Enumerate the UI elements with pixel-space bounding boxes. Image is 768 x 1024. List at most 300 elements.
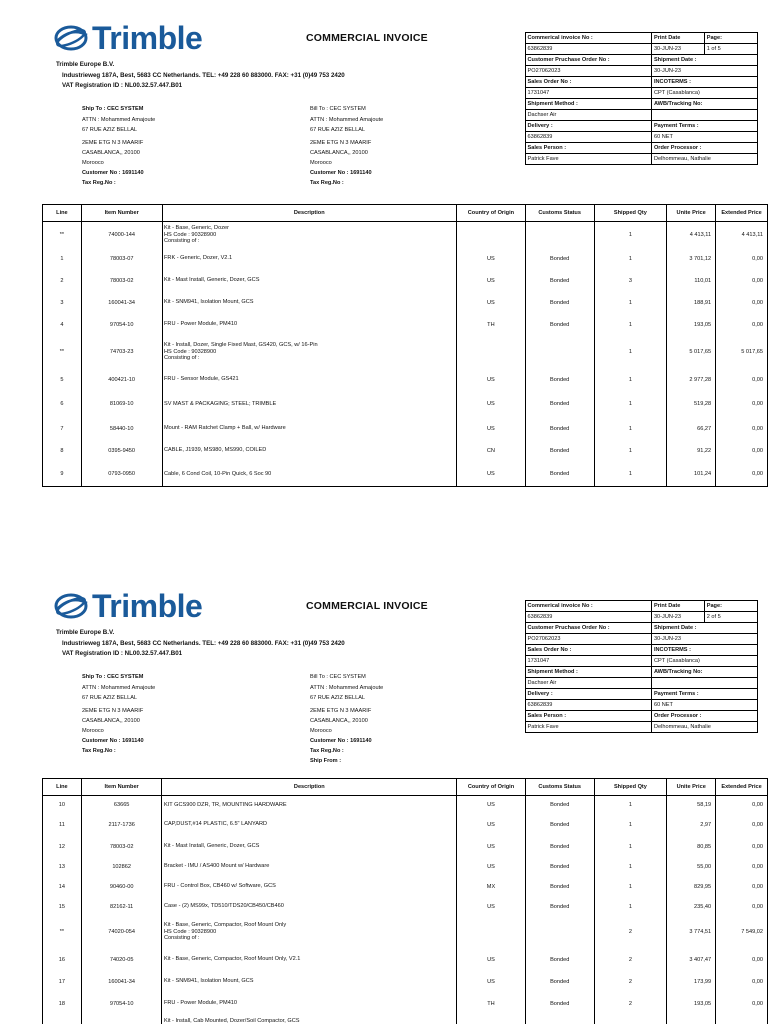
company-address: Industrieweg 187A, Best, 5683 CC Netherlands. TEL: +49 228 60 883000. FAX: +31 (0)49 753 2420 — [62, 71, 345, 79]
bill-to-city: CASABLANCA,, 20100 — [310, 150, 368, 156]
cell-unit-price: 101,24 — [667, 462, 716, 487]
cell-line: 11 — [43, 814, 82, 836]
description-line: Kit - Base, Generic, Compactor, Roof Mount Only — [163, 922, 287, 929]
description-line: Kit - Install, Cab Mounted, Dozer/Soil Compactor, GCS — [163, 1018, 300, 1024]
cell-customs-status — [525, 222, 594, 248]
table-row — [43, 462, 768, 487]
cell-customs-status: Bonded — [525, 971, 594, 993]
table-row — [43, 369, 768, 391]
col-header-line: Line — [43, 779, 82, 796]
invoice-no-value: 63862839 — [526, 612, 652, 623]
cell-customs-status: Bonded — [525, 462, 594, 487]
cell-item-number: 74703-23 — [81, 336, 162, 369]
cell-shipped-qty: 2 — [594, 993, 667, 1015]
bill-to-label: Bill To : CEC SYSTEM — [310, 674, 366, 680]
cell-description — [162, 993, 457, 1015]
sales-order-label: Sales Order No : — [526, 645, 652, 656]
cell-line: ** — [43, 336, 82, 369]
payment-terms-value: 60 NET — [652, 700, 758, 711]
cell-description — [162, 1015, 457, 1024]
bill-to-street2: 2EME ETG N 3 MAARIF — [310, 140, 372, 146]
brand-name: Trimble — [92, 588, 203, 624]
cell-customs-status: Bonded — [525, 814, 594, 836]
description-line: CAP,DUST,#14 PLASTIC, 6.5" LANYARD — [163, 821, 268, 828]
description-line: Kit - Install, Dozer, Single Fixed Mast, GS420, GCS, w/ 16-Pin — [164, 342, 318, 349]
table-row — [43, 292, 768, 314]
cell-extended-price: 0,00 — [716, 898, 768, 916]
shipment-method-value: Dachser Air — [526, 110, 652, 121]
col-header-customs-status: Customs Status — [525, 205, 594, 222]
cell-customs-status: Bonded — [525, 391, 594, 418]
ship-to-attn: ATTN : Mohammed Amajoute — [82, 685, 156, 691]
ship-to-country: Morooco — [82, 160, 104, 166]
cell-unit-price: 519,28 — [667, 391, 716, 418]
cell-country-of-origin: MX — [457, 876, 526, 898]
print-date-label: Print Date — [652, 33, 705, 44]
cell-unit-price: 5 017,65 — [667, 336, 716, 369]
table-row — [43, 314, 768, 336]
ship-to-label: Ship To : CEC SYSTEM — [82, 106, 144, 112]
cell-item-number: 81069-10 — [81, 391, 162, 418]
bill-to-street: 67 RUE AZIZ BELLAL — [310, 127, 366, 133]
company-name: Trimble Europe B.V. — [56, 629, 115, 636]
cell-line: 5 — [43, 369, 82, 391]
company-vat: VAT Registration ID : NL00.32.57.447.B01 — [62, 82, 183, 89]
cell-shipped-qty: 1 — [594, 898, 667, 916]
shipment-date-value: 30-JUN-23 — [652, 66, 758, 77]
cell-unit-price: 4 413,11 — [667, 222, 716, 248]
cell-line: 9 — [43, 462, 82, 487]
page-number: 1 of 5 — [705, 44, 758, 55]
cell-customs-status: Bonded — [525, 270, 594, 292]
cell-country-of-origin: US — [457, 971, 526, 993]
cell-shipped-qty: 1 — [594, 858, 667, 876]
line-items-table — [42, 204, 768, 487]
cell-extended-price: 4 413,11 — [716, 222, 768, 248]
cell-customs-status: Bonded — [525, 314, 594, 336]
shipment-method-label: Shipment Method : — [526, 667, 652, 678]
print-date-label: Print Date — [652, 601, 705, 612]
sales-person-label: Sales Person : — [526, 711, 652, 722]
cell-line: 6 — [43, 391, 82, 418]
cell-unit-price: 193,05 — [667, 314, 716, 336]
ship-to-city: CASABLANCA,, 20100 — [82, 150, 140, 156]
cell-country-of-origin: US — [457, 898, 526, 916]
cell-country-of-origin — [457, 916, 526, 949]
cell-customs-status: Bonded — [525, 369, 594, 391]
cell-line: 18 — [43, 993, 82, 1015]
page-label: Page: — [705, 601, 758, 612]
print-date-value: 30-JUN-23 — [652, 612, 705, 623]
cell-unit-price: 2 977,28 — [667, 369, 716, 391]
description-line: SV MAST & PACKAGING; STEEL; TRIMBLE — [164, 400, 277, 407]
cell-item-number: 63665 — [81, 796, 162, 814]
description-line: HS Code : 90328900 — [164, 231, 217, 238]
cell-country-of-origin: US — [457, 949, 526, 971]
cell-extended-price: 0,00 — [716, 876, 768, 898]
cell-item-number: 58440-10 — [81, 418, 162, 440]
cell-line: 15 — [43, 898, 82, 916]
company-info — [56, 628, 345, 660]
cell-customs-status: Bonded — [525, 418, 594, 440]
cell-customs-status: Bonded — [525, 248, 594, 270]
cell-customs-status: Bonded — [525, 898, 594, 916]
cell-unit-price: 58,19 — [667, 796, 716, 814]
table-row — [43, 836, 768, 858]
description-line: Kit - SNM941, Isolation Mount, GCS — [164, 299, 254, 306]
table-row — [43, 898, 768, 916]
cell-customs-status: Bonded — [525, 993, 594, 1015]
col-header-unit-price: Unite Price — [667, 205, 716, 222]
delivery-value: 63862839 — [526, 132, 652, 143]
cell-unit-price — [667, 1015, 716, 1024]
description-line: FRU - Sensor Module, GS421 — [164, 376, 239, 383]
cell-shipped-qty: 3 — [594, 270, 667, 292]
table-row — [43, 1015, 768, 1024]
col-header-shipped-qty: Shipped Qty — [594, 205, 667, 222]
cust-po-value: PO27062023 — [526, 66, 652, 77]
cell-item-number: 400421-10 — [81, 369, 162, 391]
cell-shipped-qty: 1 — [594, 462, 667, 487]
col-header-country-of-origin: Country of Origin — [457, 779, 526, 796]
order-processor-value: Delhommeau, Nathalie — [652, 154, 758, 165]
cell-country-of-origin: US — [457, 836, 526, 858]
cell-item-number: 74020-054 — [81, 916, 162, 949]
cell-description — [162, 949, 457, 971]
incoterms-value: CPT (Casablanca) — [652, 88, 758, 99]
cell-shipped-qty: 1 — [594, 440, 667, 462]
cell-unit-price: 3 774,51 — [667, 916, 716, 949]
description-line: HS Code : 90328900 — [163, 928, 217, 935]
table-row — [43, 440, 768, 462]
cell-unit-price: 66,27 — [667, 418, 716, 440]
ship-to-country: Morooco — [82, 728, 104, 734]
ship-to-customer-no: Customer No : 1691140 — [82, 170, 144, 176]
cell-extended-price: 0,00 — [716, 836, 768, 858]
bill-to-customer-no: Customer No : 1691140 — [310, 738, 372, 744]
invoice-info-box — [525, 600, 758, 733]
col-header-unit-price: Unite Price — [667, 779, 716, 796]
cell-unit-price: 3 701,12 — [667, 248, 716, 270]
table-row — [43, 391, 768, 418]
cell-unit-price: 2,97 — [667, 814, 716, 836]
ship-to-street: 67 RUE AZIZ BELLAL — [82, 127, 138, 133]
ship-to-tax-reg: Tax Reg.No : — [82, 180, 116, 186]
cell-shipped-qty: 1 — [594, 248, 667, 270]
table-row — [43, 248, 768, 270]
cell-country-of-origin: US — [457, 292, 526, 314]
col-header-country-of-origin: Country of Origin — [457, 205, 526, 222]
cell-line: 8 — [43, 440, 82, 462]
delivery-label: Delivery : — [526, 121, 652, 132]
cell-extended-price: 0,00 — [716, 248, 768, 270]
col-header-extended-price: Extended Price — [716, 205, 768, 222]
cell-extended-price: 0,00 — [716, 369, 768, 391]
description-line: Kit - Base, Generic, Dozer — [164, 225, 229, 231]
cell-extended-price: 0,00 — [716, 949, 768, 971]
cell-item-number: 0395-9450 — [81, 440, 162, 462]
line-items-table — [42, 778, 768, 1024]
company-info — [56, 60, 345, 92]
cell-item-number: 160041-34 — [81, 292, 162, 314]
cell-item-number: 82162-11 — [81, 898, 162, 916]
bill-to-ship-from: Ship From : — [310, 758, 342, 764]
sales-person-value: Patrick Fave — [526, 154, 652, 165]
cell-extended-price: 0,00 — [716, 270, 768, 292]
shipment-date-value: 30-JUN-23 — [652, 634, 758, 645]
invoice-no-label: Commerical invoice No : — [526, 33, 652, 44]
trimble-logo — [54, 22, 202, 54]
description-line: Kit - Mast Install, Generic, Dozer, GCS — [163, 843, 260, 850]
company-address: Industrieweg 187A, Best, 5683 CC Netherlands. TEL: +49 228 60 883000. FAX: +31 (0)49 753 2420 — [62, 639, 345, 647]
cell-description — [162, 858, 457, 876]
cell-description — [162, 971, 457, 993]
order-processor-label: Order Processor : — [652, 143, 758, 154]
cell-country-of-origin: US — [457, 369, 526, 391]
bill-to-label: Bill To : CEC SYSTEM — [310, 106, 366, 112]
table-row — [43, 949, 768, 971]
col-header-shipped-qty: Shipped Qty — [594, 779, 667, 796]
cell-description — [162, 814, 457, 836]
cell-country-of-origin: US — [457, 858, 526, 876]
col-header-customs-status: Customs Status — [525, 779, 594, 796]
sales-person-value: Patrick Fave — [526, 722, 652, 733]
ship-to-customer-no: Customer No : 1691140 — [82, 738, 144, 744]
cell-shipped-qty: 1 — [594, 391, 667, 418]
cell-description — [162, 462, 457, 487]
cell-unit-price: 235,40 — [667, 898, 716, 916]
cell-shipped-qty: 2 — [594, 949, 667, 971]
description-line: CABLE, J1939, MS980, MS990, COILED — [164, 447, 267, 454]
table-row — [43, 993, 768, 1015]
description-line: Mount - RAM Ratchet Clamp + Ball, w/ Hardware — [164, 425, 286, 432]
cell-country-of-origin: US — [457, 418, 526, 440]
cell-line: 4 — [43, 314, 82, 336]
cell-country-of-origin: TH — [457, 993, 526, 1015]
order-processor-label: Order Processor : — [652, 711, 758, 722]
shipment-method-value: Dachser Air — [526, 678, 652, 689]
cell-item-number: 97054-10 — [81, 314, 162, 336]
table-row — [43, 270, 768, 292]
cell-line: 1 — [43, 248, 82, 270]
cell-extended-price: 0,00 — [716, 814, 768, 836]
description-line: Consisting of : — [164, 238, 200, 244]
cell-extended-price: 0,00 — [716, 391, 768, 418]
cell-line — [43, 1015, 82, 1024]
cell-line: 2 — [43, 270, 82, 292]
cell-description — [162, 314, 457, 336]
cell-country-of-origin: US — [457, 462, 526, 487]
cell-extended-price: 0,00 — [716, 462, 768, 487]
cell-extended-price: 0,00 — [716, 314, 768, 336]
invoice-info-box — [525, 32, 758, 165]
ship-to-street: 67 RUE AZIZ BELLAL — [82, 695, 138, 701]
table-row — [43, 222, 768, 248]
description-line: Cable, 6 Cond Coil, 10-Pin Quick, 6 Soc 90 — [164, 470, 272, 477]
cell-item-number: 74000-144 — [81, 222, 162, 248]
page-label: Page: — [705, 33, 758, 44]
bill-to-street2: 2EME ETG N 3 MAARIF — [310, 708, 372, 714]
bill-to-address — [310, 104, 383, 188]
cell-description — [162, 876, 457, 898]
cell-country-of-origin: US — [457, 796, 526, 814]
description-line: FRU - Power Module, PM410 — [163, 1000, 238, 1007]
cell-extended-price: 0,00 — [716, 292, 768, 314]
ship-to-address — [82, 104, 155, 188]
table-row — [43, 418, 768, 440]
document-title: COMMERCIAL INVOICE — [306, 32, 428, 44]
col-header-line: Line — [43, 205, 82, 222]
description-line: FRK - Generic, Dozer, V2.1 — [164, 255, 233, 262]
cust-po-label: Customer Pruchase Order No : — [526, 55, 652, 66]
table-row — [43, 916, 768, 949]
cell-customs-status: Bonded — [525, 949, 594, 971]
awb-value — [652, 678, 758, 689]
cell-description — [162, 270, 457, 292]
bill-to-attn: ATTN : Mohammed Amajoute — [310, 685, 384, 691]
cell-unit-price: 193,05 — [667, 993, 716, 1015]
ship-to-street2: 2EME ETG N 3 MAARIF — [82, 140, 144, 146]
cell-customs-status — [525, 336, 594, 369]
cell-item-number — [81, 1015, 162, 1024]
cell-description — [162, 222, 457, 248]
bill-to-tax-reg: Tax Reg.No : — [310, 748, 344, 754]
payment-terms-label: Payment Terms : — [652, 689, 758, 700]
table-header-row — [43, 205, 768, 222]
col-header-description: Description — [162, 779, 457, 796]
invoice-no-label: Commerical invoice No : — [526, 601, 652, 612]
cell-item-number: 0793-0950 — [81, 462, 162, 487]
cell-extended-price — [716, 1015, 768, 1024]
cell-shipped-qty: 1 — [594, 876, 667, 898]
cell-extended-price: 0,00 — [716, 858, 768, 876]
table-row — [43, 858, 768, 876]
cell-extended-price: 0,00 — [716, 971, 768, 993]
cell-customs-status: Bonded — [525, 836, 594, 858]
order-processor-value: Delhommeau, Nathalie — [652, 722, 758, 733]
ship-to-attn: ATTN : Mohammed Amajoute — [82, 117, 156, 123]
awb-label: AWB/Tracking No: — [652, 99, 758, 110]
cust-po-label: Customer Pruchase Order No : — [526, 623, 652, 634]
cell-shipped-qty: 1 — [594, 292, 667, 314]
description-line: Kit - Base, Generic, Compactor, Roof Mount Only, V2.1 — [163, 956, 301, 963]
company-name: Trimble Europe B.V. — [56, 61, 115, 68]
cell-description — [162, 418, 457, 440]
cell-item-number: 97054-10 — [81, 993, 162, 1015]
cell-unit-price: 173,99 — [667, 971, 716, 993]
sales-order-label: Sales Order No : — [526, 77, 652, 88]
cell-customs-status: Bonded — [525, 876, 594, 898]
col-header-item-number: Item Number — [81, 779, 162, 796]
bill-to-customer-no: Customer No : 1691140 — [310, 170, 372, 176]
cell-shipped-qty: 1 — [594, 796, 667, 814]
awb-value — [652, 110, 758, 121]
cell-country-of-origin: CN — [457, 440, 526, 462]
ship-to-street2: 2EME ETG N 3 MAARIF — [82, 708, 144, 714]
ship-to-label: Ship To : CEC SYSTEM — [82, 674, 144, 680]
cell-customs-status — [525, 916, 594, 949]
cell-unit-price: 80,85 — [667, 836, 716, 858]
cell-description — [162, 836, 457, 858]
description-line: Case - (2) MS99x, TD510/TDS20/CB450/CB460 — [163, 903, 284, 910]
bill-to-city: CASABLANCA,, 20100 — [310, 718, 368, 724]
cell-description — [162, 248, 457, 270]
cell-unit-price: 829,95 — [667, 876, 716, 898]
col-header-description: Description — [162, 205, 457, 222]
invoice-page-2 — [0, 568, 768, 1024]
sales-order-value: 1731047 — [526, 88, 652, 99]
cell-extended-price: 0,00 — [716, 993, 768, 1015]
bill-to-attn: ATTN : Mohammed Amajoute — [310, 117, 384, 123]
print-date-value: 30-JUN-23 — [652, 44, 705, 55]
cell-shipped-qty: 1 — [594, 814, 667, 836]
col-header-extended-price: Extended Price — [716, 779, 768, 796]
cell-description — [162, 916, 457, 949]
cell-line: 16 — [43, 949, 82, 971]
bill-to-street: 67 RUE AZIZ BELLAL — [310, 695, 366, 701]
cell-item-number: 2117-1736 — [81, 814, 162, 836]
cell-line: 17 — [43, 971, 82, 993]
cell-description — [162, 898, 457, 916]
cell-extended-price: 0,00 — [716, 440, 768, 462]
cell-unit-price: 3 407,47 — [667, 949, 716, 971]
cell-shipped-qty: 1 — [594, 222, 667, 248]
cell-shipped-qty — [594, 1015, 667, 1024]
col-header-item-number: Item Number — [81, 205, 162, 222]
shipment-date-label: Shipment Date : — [652, 55, 758, 66]
payment-terms-value: 60 NET — [652, 132, 758, 143]
description-line: FRU - Power Module, PM410 — [164, 321, 238, 328]
bill-to-country: Morooco — [310, 160, 332, 166]
cell-shipped-qty: 2 — [594, 971, 667, 993]
cell-unit-price: 91,22 — [667, 440, 716, 462]
table-row — [43, 814, 768, 836]
cell-item-number: 78003-07 — [81, 248, 162, 270]
page-number: 2 of 5 — [705, 612, 758, 623]
incoterms-label: INCOTERMS : — [652, 77, 758, 88]
incoterms-label: INCOTERMS : — [652, 645, 758, 656]
cell-line: ** — [43, 916, 82, 949]
cell-unit-price: 110,01 — [667, 270, 716, 292]
bill-to-country: Morooco — [310, 728, 332, 734]
cell-shipped-qty: 1 — [594, 369, 667, 391]
awb-label: AWB/Tracking No: — [652, 667, 758, 678]
cell-country-of-origin: US — [457, 248, 526, 270]
cell-customs-status: Bonded — [525, 440, 594, 462]
brand-name: Trimble — [92, 20, 203, 56]
cell-country-of-origin: US — [457, 814, 526, 836]
delivery-label: Delivery : — [526, 689, 652, 700]
cell-country-of-origin — [457, 336, 526, 369]
cell-extended-price: 5 017,65 — [716, 336, 768, 369]
description-line: Consisting of : — [163, 935, 200, 942]
description-line: FRU - Control Box, CB460 w/ Software, GCS — [163, 883, 276, 890]
company-vat: VAT Registration ID : NL00.32.57.447.B01 — [62, 650, 183, 657]
cell-unit-price: 188,91 — [667, 292, 716, 314]
shipment-method-label: Shipment Method : — [526, 99, 652, 110]
cell-description — [162, 440, 457, 462]
table-row — [43, 971, 768, 993]
description-line: Bracket - IMU / AS400 Mount w/ Hardware — [163, 863, 270, 870]
cell-item-number: 78003-02 — [81, 270, 162, 292]
cell-item-number: 160041-34 — [81, 971, 162, 993]
delivery-value: 63862839 — [526, 700, 652, 711]
globe-swirl-icon — [54, 23, 90, 53]
document-title: COMMERCIAL INVOICE — [306, 600, 428, 612]
cell-customs-status: Bonded — [525, 292, 594, 314]
cell-extended-price: 0,00 — [716, 418, 768, 440]
cell-customs-status: Bonded — [525, 796, 594, 814]
